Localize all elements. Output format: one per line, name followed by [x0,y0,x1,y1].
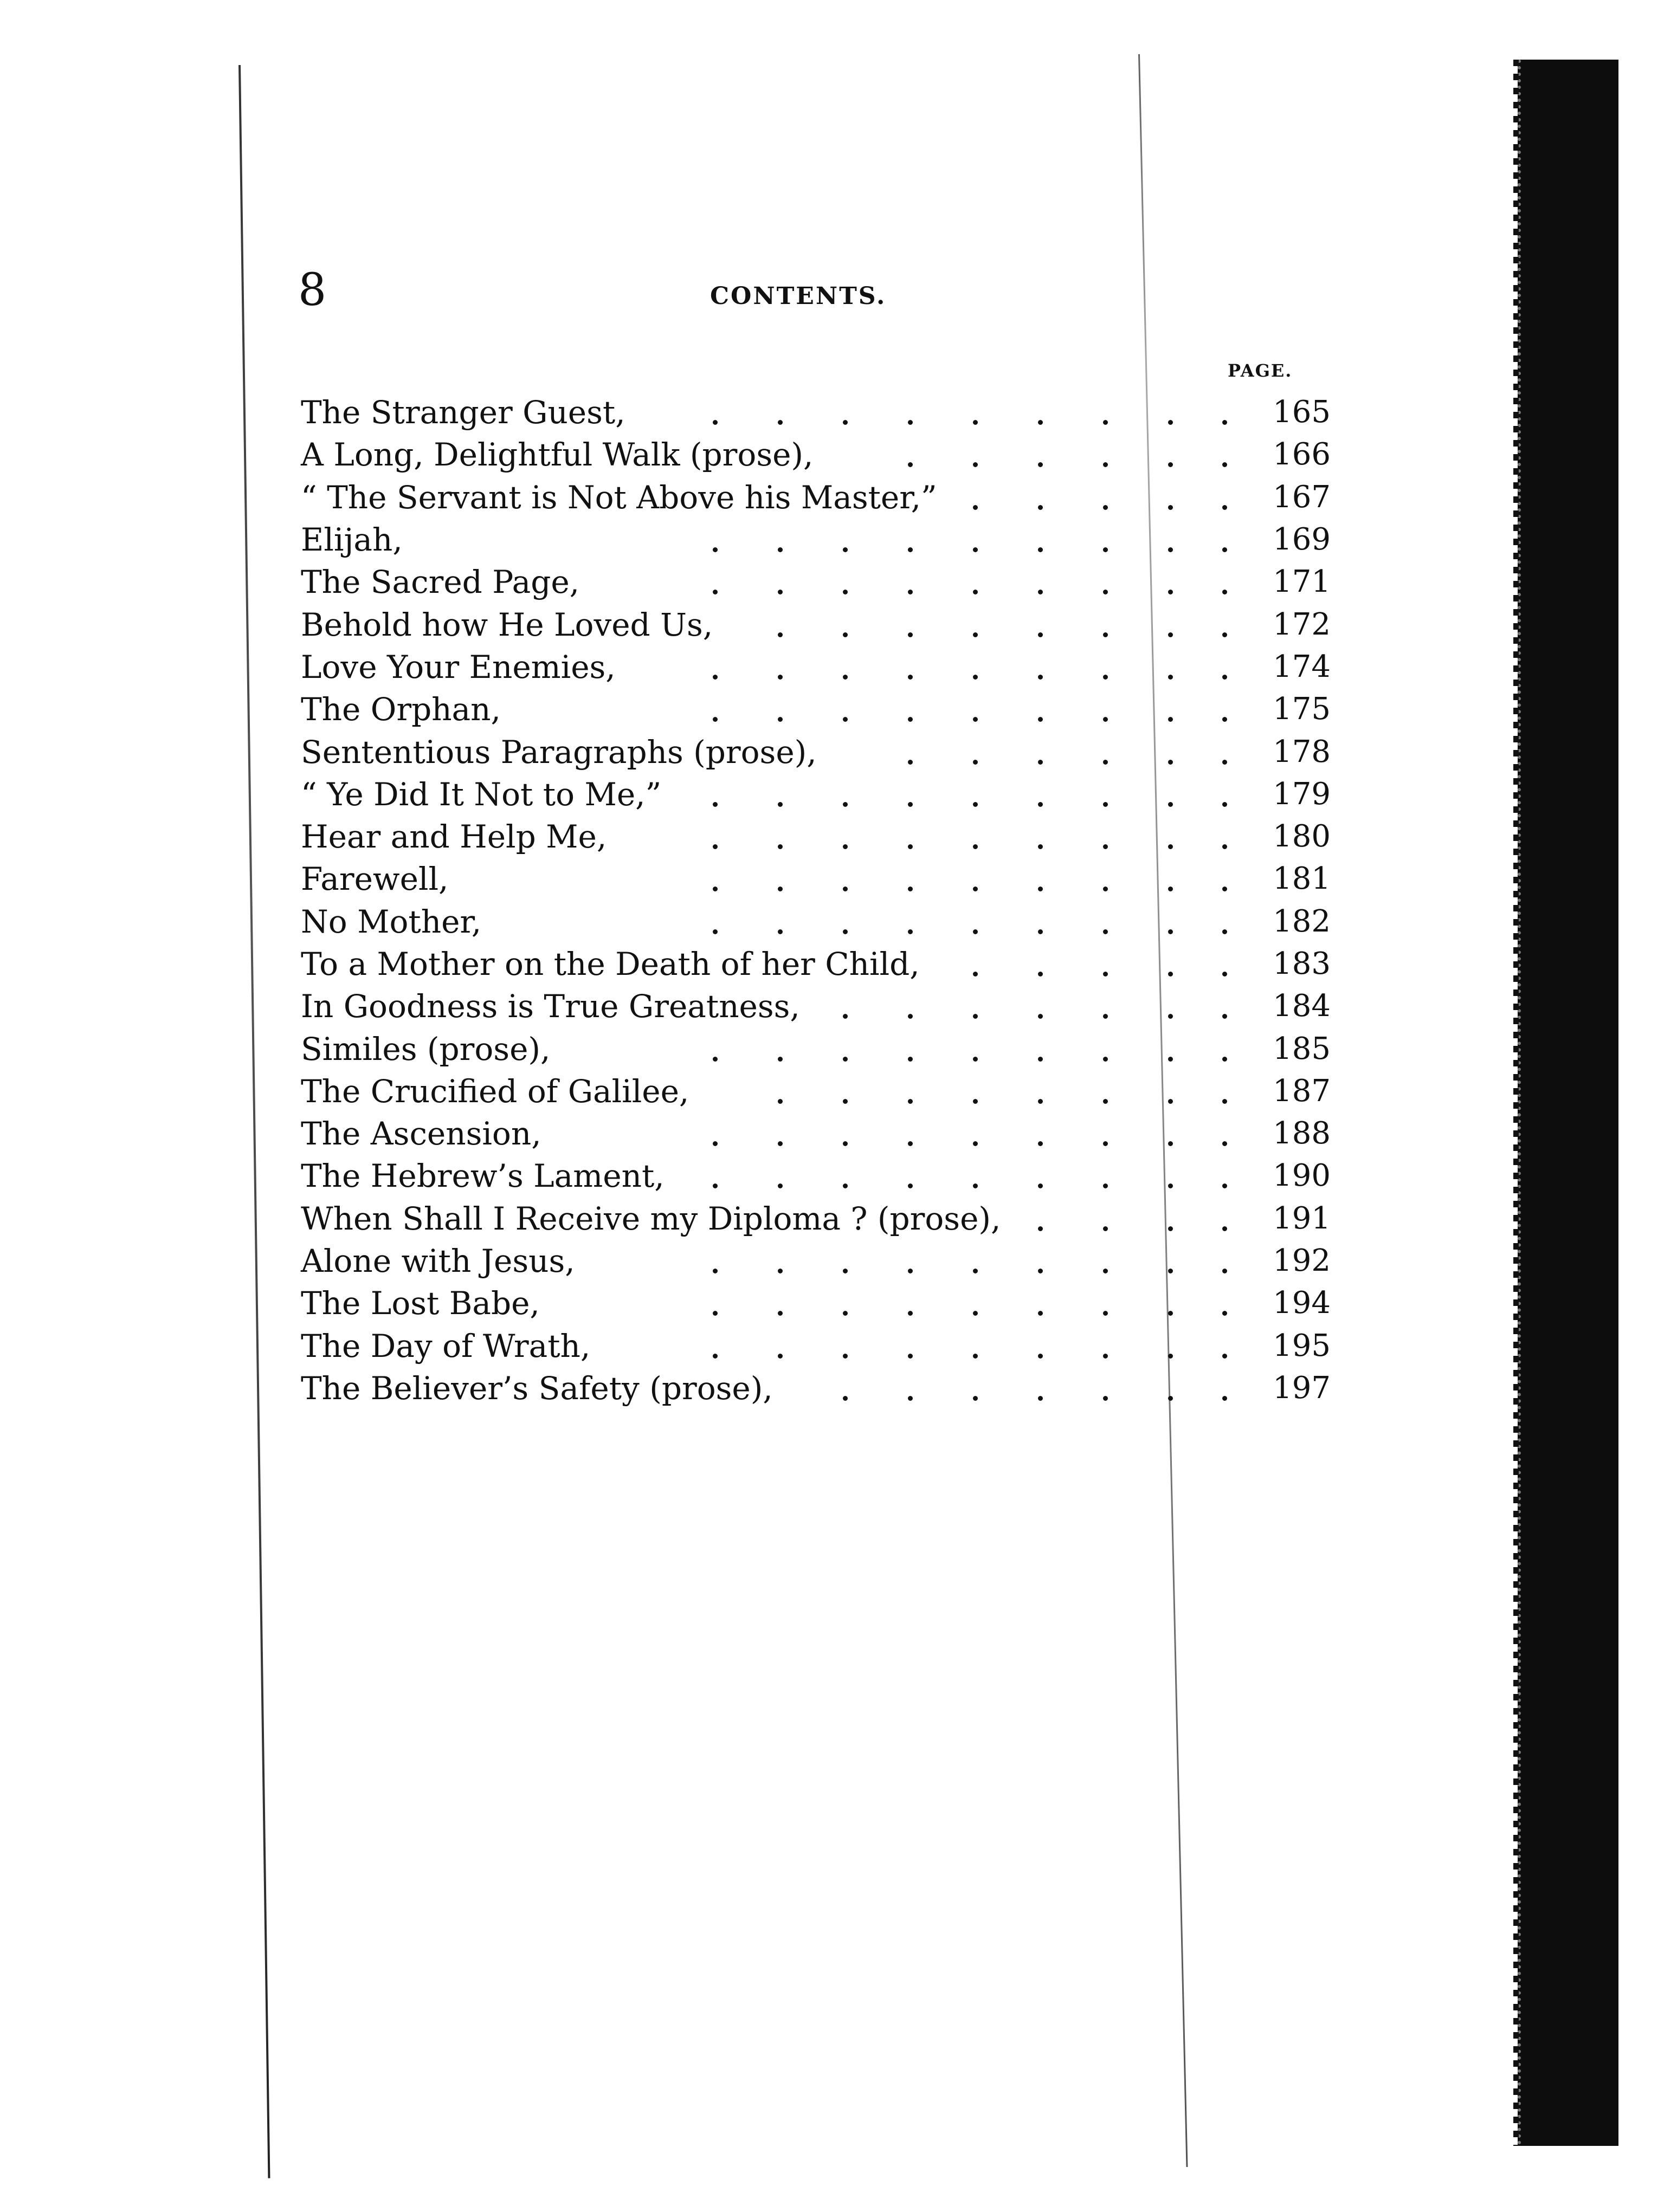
leader-dot [1038,1396,1043,1401]
leader-dot [1222,1311,1227,1316]
leader-dot [1103,420,1108,425]
leader-dot [973,1099,978,1104]
leader-dot [1222,1141,1227,1146]
leader-dot [908,632,913,637]
toc-entry [301,1367,1331,1409]
leader-dot [843,929,848,934]
leader-dot [778,590,783,594]
leader-dot [1038,1099,1043,1104]
leader-dot [1168,1396,1173,1401]
dot-leader [301,730,1331,773]
leader-dot [843,590,848,594]
leader-dot [1222,675,1227,680]
leader-dot [1103,1269,1108,1273]
toc-entry-page: 184 [1273,988,1331,1024]
toc-entry [301,391,1331,434]
leader-dot [908,1311,913,1316]
leader-dot [843,1141,848,1146]
dot-leader [301,1367,1331,1409]
leader-dot [1222,1099,1227,1104]
leader-dot [1222,1014,1227,1019]
dot-leader [301,1240,1331,1282]
leader-dot [1222,1269,1227,1273]
dot-leader [301,985,1331,1027]
leader-dot [1103,547,1108,552]
leader-dot [908,1354,913,1359]
leader-dot [908,760,913,765]
leader-dot [1222,632,1227,637]
leader-dot [843,844,848,849]
leader-dot [843,1057,848,1062]
toc-entry-page: 167 [1273,479,1331,515]
dot-leader [301,1070,1331,1113]
toc-entry-title: The Stranger Guest, [301,394,625,431]
leader-dot [1222,420,1227,425]
leader-dot [1038,887,1043,891]
dot-leader [301,1113,1331,1155]
leader-dot [1222,1396,1227,1401]
toc-entry-page: 188 [1273,1116,1331,1152]
toc-entry-page: 175 [1273,691,1331,727]
toc-entry [301,1070,1331,1113]
leader-dot [1168,1226,1173,1231]
leader-dot [1038,760,1043,765]
leader-dot [1222,887,1227,891]
leader-dot [1168,675,1173,680]
toc-entry-page: 187 [1273,1073,1331,1109]
leader-dot [1103,675,1108,680]
leader-dot [1168,547,1173,552]
leader-dot [843,1354,848,1359]
leader-dot [713,1311,718,1316]
leader-dot [1038,1057,1043,1062]
toc-entry [301,1113,1331,1155]
leader-dot [1038,844,1043,849]
leader-dot [1222,505,1227,510]
leader-dot [1103,1396,1108,1401]
leader-dot [713,802,718,807]
leader-dot [843,1396,848,1401]
toc-entry-title: Similes (prose), [301,1030,551,1068]
leader-dot [973,547,978,552]
leader-dot [1038,929,1043,934]
toc-entry-page: 165 [1273,394,1331,430]
toc-entry [301,943,1331,985]
leader-dot [843,802,848,807]
dot-leader [301,943,1331,985]
leader-dot [908,929,913,934]
leader-dot [1103,1354,1108,1359]
leader-dot [1103,462,1108,467]
leader-dot [1222,717,1227,722]
leader-dot [713,1057,718,1062]
toc-entry [301,1325,1331,1367]
leader-dot [973,675,978,680]
leader-dot [1038,420,1043,425]
leader-dot [843,1183,848,1188]
leader-dot [843,1269,848,1273]
toc-entry-page: 172 [1273,606,1331,642]
leader-dot [778,1311,783,1316]
leader-dot [1168,1057,1173,1062]
dot-leader [301,688,1331,730]
leader-dot [843,675,848,680]
leader-dot [973,1269,978,1273]
dot-leader [301,603,1331,645]
dot-leader [301,1282,1331,1324]
leader-dot [843,1099,848,1104]
leader-dot [713,929,718,934]
leader-dot [1222,1354,1227,1359]
toc-entry-title: The Sacred Page, [301,564,580,601]
leader-dot [1168,1354,1173,1359]
leader-dot [1222,972,1227,976]
leader-dot [1222,462,1227,467]
leader-dot [908,802,913,807]
leader-dot [713,1354,718,1359]
toc-entry-title: The Lost Babe, [301,1285,540,1322]
leader-dot [973,1057,978,1062]
page-column-label: PAGE. [1228,360,1293,381]
leader-dot [973,590,978,594]
leader-dot [973,887,978,891]
leader-dot [1168,505,1173,510]
toc-entry-page: 169 [1273,522,1331,558]
leader-dot [1038,802,1043,807]
leader-dot [973,632,978,637]
leader-dot [1103,632,1108,637]
leader-dot [1038,632,1043,637]
toc-entry-title: No Mother, [301,903,482,940]
leader-dot [1103,1311,1108,1316]
dot-leader [301,1198,1331,1240]
toc-entry-page: 180 [1273,819,1331,855]
toc-entry-page: 174 [1273,649,1331,684]
dot-leader [301,391,1331,434]
binding-gutter-line [238,65,270,2178]
toc-entry-page: 194 [1273,1285,1331,1321]
scan-edge-shadow [1518,60,1618,2146]
toc-entry [301,434,1331,476]
toc-entry [301,561,1331,603]
dot-leader [301,1027,1331,1070]
leader-dot [1168,1099,1173,1104]
contents-list [301,391,1331,1409]
leader-dot [973,1183,978,1188]
leader-dot [1222,1226,1227,1231]
leader-dot [1103,1141,1108,1146]
toc-entry-title: The Believer’s Safety (prose), [301,1369,773,1407]
toc-entry [301,816,1331,858]
toc-entry [301,985,1331,1027]
leader-dot [1168,462,1173,467]
leader-dot [908,887,913,891]
toc-entry [301,688,1331,730]
toc-entry-title: The Crucified of Galilee, [301,1072,689,1110]
leader-dot [908,717,913,722]
leader-dot [1103,802,1108,807]
leader-dot [1103,1014,1108,1019]
dot-leader [301,476,1331,519]
leader-dot [908,590,913,594]
toc-entry [301,1240,1331,1282]
toc-entry-title: “ Ye Did It Not to Me,” [301,775,662,813]
toc-entry-page: 195 [1273,1328,1331,1363]
leader-dot [908,547,913,552]
leader-dot [843,1014,848,1019]
leader-dot [1038,1226,1043,1231]
dot-leader [301,1325,1331,1367]
leader-dot [973,760,978,765]
leader-dot [1168,1183,1173,1188]
leader-dot [1222,1183,1227,1188]
toc-entry-page: 185 [1273,1031,1331,1066]
toc-entry-page: 166 [1273,437,1331,473]
leader-dot [778,929,783,934]
leader-dot [778,802,783,807]
toc-entry-page: 192 [1273,1243,1331,1279]
toc-entry-title: Love Your Enemies, [301,648,616,685]
leader-dot [1168,760,1173,765]
leader-dot [1038,1141,1043,1146]
page-number: 8 [298,264,327,316]
leader-dot [908,462,913,467]
dot-leader [301,858,1331,900]
leader-dot [1168,1014,1173,1019]
leader-dot [1103,887,1108,891]
leader-dot [778,1183,783,1188]
leader-dot [1103,844,1108,849]
toc-entry-title: In Goodness is True Greatness, [301,988,800,1025]
leader-dot [778,1354,783,1359]
leader-dot [1222,547,1227,552]
toc-entry-title: A Long, Delightful Walk (prose), [301,436,814,474]
leader-dot [843,887,848,891]
leader-dot [843,420,848,425]
leader-dot [1103,1226,1108,1231]
leader-dot [778,675,783,680]
leader-dot [973,929,978,934]
leader-dot [843,1311,848,1316]
leader-dot [908,675,913,680]
leader-dot [973,462,978,467]
toc-entry [301,1198,1331,1240]
leader-dot [1168,802,1173,807]
leader-dot [973,717,978,722]
toc-entry-title: To a Mother on the Death of her Child, [301,946,920,982]
leader-dot [1103,929,1108,934]
leader-dot [778,632,783,637]
leader-dot [908,1014,913,1019]
leader-dot [1038,1354,1043,1359]
toc-entry-title: Behold how He Loved Us, [301,606,713,643]
leader-dot [1038,1311,1043,1316]
leader-dot [713,1183,718,1188]
leader-dot [1103,1057,1108,1062]
leader-dot [1168,1269,1173,1273]
leader-dot [908,1269,913,1273]
leader-dot [713,1141,718,1146]
leader-dot [973,972,978,976]
leader-dot [908,1183,913,1188]
leader-dot [778,1099,783,1104]
leader-dot [1038,1183,1043,1188]
leader-dot [1103,972,1108,976]
leader-dot [713,590,718,594]
leader-dot [778,420,783,425]
leader-dot [1222,844,1227,849]
toc-entry [301,773,1331,816]
leader-dot [713,717,718,722]
toc-entry [301,519,1331,561]
leader-dot [1103,590,1108,594]
leader-dot [973,1014,978,1019]
toc-entry [301,646,1331,688]
leader-dot [778,887,783,891]
dot-leader [301,901,1331,943]
dot-leader [301,816,1331,858]
toc-entry [301,730,1331,773]
toc-entry-title: Alone with Jesus, [301,1243,575,1280]
toc-entry [301,901,1331,943]
dot-leader [301,1155,1331,1197]
toc-entry-page: 171 [1273,564,1331,600]
dot-leader [301,561,1331,603]
toc-entry-title: The Ascension, [301,1115,541,1153]
leader-dot [713,844,718,849]
leader-dot [1168,420,1173,425]
leader-dot [778,1141,783,1146]
toc-entry [301,1155,1331,1197]
leader-dot [908,1057,913,1062]
toc-entry [301,1282,1331,1324]
leader-dot [1103,760,1108,765]
leader-dot [973,1141,978,1146]
leader-dot [1168,972,1173,976]
toc-entry [301,1027,1331,1070]
leader-dot [843,547,848,552]
leader-dot [973,844,978,849]
leader-dot [713,547,718,552]
toc-entry [301,603,1331,645]
leader-dot [713,420,718,425]
dot-leader [301,519,1331,561]
dot-leader [301,773,1331,816]
leader-dot [713,1269,718,1273]
leader-dot [713,675,718,680]
leader-dot [778,1269,783,1273]
dot-leader [301,434,1331,476]
toc-entry-page: 197 [1273,1370,1331,1406]
leader-dot [1168,887,1173,891]
leader-dot [973,420,978,425]
leader-dot [908,1141,913,1146]
leader-dot [1038,1014,1043,1019]
leader-dot [778,547,783,552]
leader-dot [1222,802,1227,807]
leader-dot [973,802,978,807]
leader-dot [1168,717,1173,722]
leader-dot [843,717,848,722]
leader-dot [1168,929,1173,934]
leader-dot [1222,1057,1227,1062]
toc-entry-page: 181 [1273,861,1331,897]
leader-dot [1222,929,1227,934]
toc-entry-page: 191 [1273,1200,1331,1236]
leader-dot [1103,717,1108,722]
leader-dot [973,1311,978,1316]
toc-entry-page: 183 [1273,946,1331,981]
leader-dot [908,1396,913,1401]
toc-entry [301,858,1331,900]
toc-entry-title: Farewell, [301,861,449,898]
leader-dot [1038,505,1043,510]
toc-entry-page: 179 [1273,776,1331,812]
toc-entry-title: Sententious Paragraphs (prose), [301,733,817,771]
leader-dot [1038,590,1043,594]
leader-dot [1103,1099,1108,1104]
dot-leader [301,646,1331,688]
leader-dot [1103,1183,1108,1188]
leader-dot [973,1354,978,1359]
toc-entry-title: The Orphan, [301,691,501,728]
leader-dot [908,420,913,425]
running-head: CONTENTS. [710,282,887,310]
leader-dot [778,1057,783,1062]
leader-dot [713,887,718,891]
leader-dot [1038,547,1043,552]
leader-dot [973,1396,978,1401]
leader-dot [843,632,848,637]
leader-dot [973,505,978,510]
toc-entry-title: Elijah, [301,521,403,559]
leader-dot [1222,590,1227,594]
leader-dot [1103,505,1108,510]
leader-dot [1038,675,1043,680]
leader-dot [778,844,783,849]
leader-dot [1222,760,1227,765]
toc-entry-title: When Shall I Receive my Diploma ? (prose), [301,1200,1001,1237]
toc-entry [301,476,1331,519]
leader-dot [1168,844,1173,849]
leader-dot [1038,717,1043,722]
toc-entry-title: The Day of Wrath, [301,1327,591,1364]
leader-dot [1168,1311,1173,1316]
leader-dot [1038,972,1043,976]
leader-dot [1038,462,1043,467]
leader-dot [1168,1141,1173,1146]
toc-entry-page: 190 [1273,1158,1331,1194]
leader-dot [1168,632,1173,637]
leader-dot [778,717,783,722]
leader-dot [908,844,913,849]
toc-entry-title: “ The Servant is Not Above his Master,” [301,478,937,516]
toc-entry-title: The Hebrew’s Lament, [301,1157,665,1195]
toc-entry-page: 178 [1273,734,1331,769]
leader-dot [1168,590,1173,594]
leader-dot [1038,1269,1043,1273]
toc-entry-page: 182 [1273,903,1331,939]
toc-entry-title: Hear and Help Me, [301,818,607,856]
leader-dot [908,1099,913,1104]
